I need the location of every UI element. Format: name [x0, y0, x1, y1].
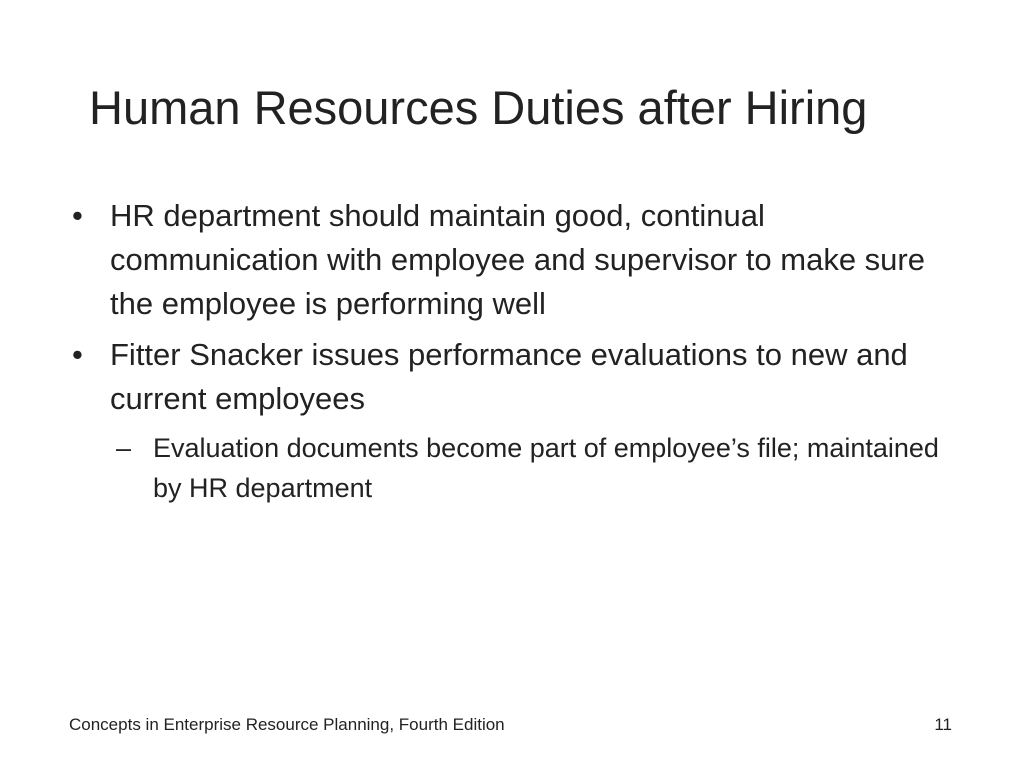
bullet-item: [72, 333, 952, 421]
sub-bullet-item: [116, 428, 952, 508]
bullet-text: Fitter Snacker issues performance evaluations to new and current employees: [110, 337, 908, 416]
slide-title: Human Resources Duties after Hiring: [89, 81, 868, 134]
sub-bullet-text: Evaluation documents become part of employee’s file; maintained by HR department: [153, 433, 939, 503]
bullet-item: [72, 194, 952, 326]
bullet-text: HR department should maintain good, continual communication with employee and supervisor to make sure the employee is performing well: [110, 198, 925, 321]
footer-page-number: 11: [934, 715, 952, 734]
footer-book-title: Concepts in Enterprise Resource Planning, Fourth Edition: [69, 715, 505, 734]
slide-body: [72, 194, 952, 508]
sub-bullet-marker: –: [116, 433, 132, 463]
bullet-marker: •: [72, 337, 83, 372]
bullet-marker: •: [72, 198, 83, 233]
